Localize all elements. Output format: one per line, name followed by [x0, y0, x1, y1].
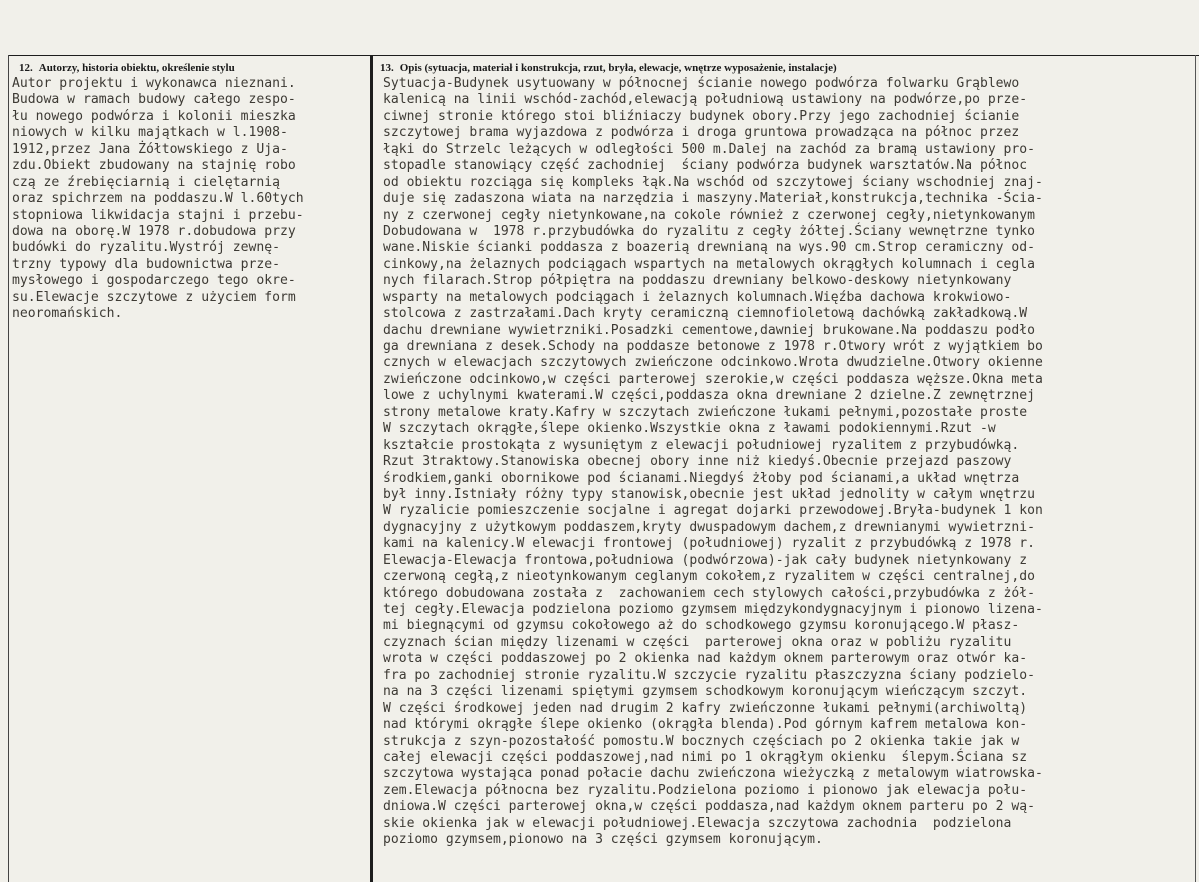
right-column-header — [380, 62, 843, 74]
form-top-rule — [8, 55, 1199, 56]
text-line: Budowa w ramach budowy całego zespo- — [12, 92, 296, 108]
text-line: ga drewniana z desek.Schody na poddasze betonowe z 1978 r.Otwory wrót z wyjątkiem bo — [383, 339, 1043, 354]
text-line: Sytuacja-Budynek usytuowany w północnej ścianie nowego podwórza folwarku Grąblewo — [383, 76, 1020, 91]
text-line: skie okienka jak w elewacji południowej.Elewacja szczytowa zachodnia podzielona — [383, 815, 1012, 831]
text-line: mi biegnącymi od gzymsu cokołowego aż do schodkowego gzymsu koronującego.W płasz- — [383, 618, 1020, 634]
text-line: zdu.Obiekt zbudowany na stajnię robo — [12, 158, 296, 174]
text-line: mysłowego i gospodarczego tego okre- — [12, 273, 296, 289]
column-divider — [370, 55, 373, 882]
text-line: kształcie prostokąta z wysuniętym z elewacji południowej ryzalitem z przybudówką. — [383, 437, 1020, 453]
text-line: stopniowa likwidacja stajni i przebu- — [12, 207, 304, 223]
right-column-number: 13. — [380, 62, 394, 74]
text-line: W ryzalicie pomieszczenie socjalne i agregat dojarki przewodowej.Bryła-budynek 1 kon — [383, 503, 1043, 519]
text-line: duje się zadaszona wiata na narzędzia i maszyny.Materiał,konstrukcja,technika -Ścia- — [383, 191, 1043, 207]
left-column-heading: Autorzy, historia obiektu, określenie stylu — [38, 62, 235, 74]
text-line: czerwoną cegłą,z nieotynkowanym ceglanym cokołem,z ryzalitem w części centralnej,do — [383, 569, 1035, 585]
form-left-rule — [8, 55, 9, 882]
text-line: neoromańskich. — [12, 306, 123, 322]
text-line: szczytowej brama wyjazdowa z podwórza i droga gruntowa prowadząca na północ przez — [383, 125, 1020, 141]
text-line: szczytowa wystająca ponad połacie dachu zwieńczona wieżyczką z metalowym wiatrowska- — [383, 766, 1043, 782]
left-column-text — [12, 76, 367, 323]
text-line: całej elewacji części poddaszowej,nad nimi po 1 okrągłym okienku ślepym.Ściana sz — [383, 749, 1028, 765]
text-line: W części środkowej jeden nad drugim 2 kafry zwieńczonne łukami pełnymi(archiwoltą) — [383, 700, 1028, 716]
left-column-header — [19, 62, 241, 74]
text-line: zem.Elewacja północna bez ryzalitu.Podzielona poziomo i pionowo jak elewacja połu- — [383, 782, 1028, 798]
text-line: był inny.Istniały różny typy stanowisk,obecnie jest układ jednolity w całym wnętrzu — [383, 486, 1035, 502]
text-line: strony metalowe kraty.Kafry w szczytach zwieńczone łukami pełnymi,pozostałe proste — [383, 404, 1028, 420]
text-line: tej cegły.Elewacja podzielona poziomo gzymsem międzykondygnacyjnym i pionowo lizena- — [383, 602, 1043, 617]
text-line: W szczytach okrągłe,ślepe okienko.Wszystkie okna z ławami podokiennymi.Rzut -w — [383, 421, 996, 437]
right-column-heading: Opis (sytuacja, materiał i konstrukcja, rzut, bryła, elewacje, wnętrze wyposażenie, instalacje) — [399, 62, 837, 74]
right-column-text — [383, 76, 1199, 849]
text-line: Autor projektu i wykonawca nieznani. — [12, 76, 296, 91]
text-line: cinkowy,na żelaznych podciągach wspartych na metalowych okrągłych kolumnach i cegla — [383, 256, 1035, 272]
text-line: Rzut 3traktowy.Stanowiska obecnej obory inne niż kiedyś.Obecnie przejazd paszowy — [383, 454, 1012, 470]
text-line: dachu drewniane wywietrzniki.Posadzki cementowe,dawniej brukowane.Na poddaszu podło — [383, 322, 1035, 338]
text-line: kalenicą na linii wschód-zachód,elewacją południową ustawiony na podwórze,po prze- — [383, 92, 1028, 108]
text-line: wsparty na metalowych podciągach i żelaznych kolumnach.Więźba dachowa krokwiowo- — [383, 289, 1012, 305]
text-line: Elewacja-Elewacja frontowa,południowa (podwórzowa)-jak cały budynek nietynkowany z — [383, 552, 1028, 568]
text-line: dowa na oborę.W 1978 r.dobudowa przy — [12, 223, 296, 239]
text-line: zwieńczone odcinkowo,w części parterowej szerokie,w części poddasza węższe.Okna meta — [383, 371, 1043, 387]
text-line: budówki do ryzalitu.Wystrój zewnę- — [12, 240, 281, 256]
text-line: trzny typowy dla budownictwa prze- — [12, 256, 281, 272]
text-line: fra po zachodniej stronie ryzalitu.W szczycie ryzalitu płaszczyzna ściany podzielo- — [383, 667, 1035, 683]
text-line: którego dobudowana została z zachowaniem cech stylowych całości,przybudówka z żół- — [383, 585, 1035, 601]
text-line: oraz spichrzem na poddaszu.W l.60tych — [12, 191, 304, 207]
text-line: ny z czerwonej cegły nietynkowane,na cokole również z czerwonej cegły,nietynkowanym — [383, 207, 1035, 223]
text-line: lowe z uchylnymi kwaterami.W części,poddasza okna drewniane 2 dzielne.Z zewnętrznej — [383, 388, 1035, 404]
text-line: nad którymi okrągłe ślepe okienko (okrągła blenda).Pod górnym kafrem metalowa kon- — [383, 717, 1028, 733]
text-line: środkiem,ganki obornikowe pod ścianami.Niegdyś żłoby pod ścianami,a układ wnętrza — [383, 470, 1020, 486]
text-line: dniowa.W części parterowej okna,w części poddasza,nad każdym oknem parteru po 2 wą- — [383, 799, 1035, 815]
text-line: niowych w kilku majątkach w l.1908- — [12, 125, 288, 141]
text-line: ciwnej stronie którego stoi bliźniaczy budynek obory.Przy jego zachodniej ścianie — [383, 108, 1020, 124]
text-line: strukcja z szyn-pozostałość pomostu.W bocznych częściach po 2 okienka takie jak w — [383, 733, 1020, 749]
text-line: poziomo gzymsem,pionowo na 3 części gzymsem koronującym. — [383, 832, 823, 848]
text-line: kami na kalenicy.W elewacji frontowej (południowej) ryzalit z przybudówką z 1978 r. — [383, 536, 1035, 552]
text-line: stopadle stanowiący część zachodniej ściany podwórza budynek warsztatów.Na północ — [383, 158, 1028, 174]
text-line: czyznach ścian między lizenami w części parterowej okna oraz w pobliżu ryzalitu — [383, 634, 1012, 650]
text-line: od obiektu rozciąga się kompleks łąk.Na wschód od szczytowej ściany wschodniej znaj- — [383, 174, 1043, 190]
text-line: dygnacyjny z użytkowym poddaszem,kryty dwuspadowym dachem,z drewnianymi wywietrzni- — [383, 519, 1035, 535]
text-line: cznych w elewacjach szczytowych zwieńczone odcinkowo.Wrota dwudzielne.Otwory okienne — [383, 355, 1043, 371]
text-line: czą ze źrebięciarnią i cielętarnią — [12, 174, 281, 190]
left-column-number: 12. — [19, 62, 33, 74]
text-line: wane.Niskie ścianki poddasza z boazerią drewnianą na wys.90 cm.Strop ceramiczny od- — [383, 240, 1035, 256]
text-line: stolcowa z zastrzałami.Dach kryty ceramiczną ciemnofioletową dachówką zakładkową.W — [383, 306, 1028, 322]
text-line: 1912,przez Jana Żółtowskiego z Uja- — [12, 141, 288, 157]
text-line: wrota w części poddaszowej po 2 okienka nad każdym oknem parterowym oraz otwór ka- — [383, 651, 1028, 667]
text-line: łu nowego podwórza i kolonii mieszka — [12, 108, 296, 124]
text-line: su.Elewacje szczytowe z użyciem form — [12, 289, 296, 305]
text-line: Dobudowana w 1978 r.przybudówka do ryzalitu z cegły żółtej.Ściany wewnętrzne tynko — [383, 223, 1035, 239]
text-line: łąki do Strzelc leżących w odległości 500 m.Dalej na zachód za bramą ustawiony pro- — [383, 141, 1035, 157]
text-line: nych filarach.Strop półpiętra na poddaszu drewniany belkowo-deskowy nietynkowany — [383, 273, 1012, 289]
text-line: na na 3 części lizenami spiętymi gzymsem schodkowym koronującym wieńczącym szczyt. — [383, 684, 1028, 700]
